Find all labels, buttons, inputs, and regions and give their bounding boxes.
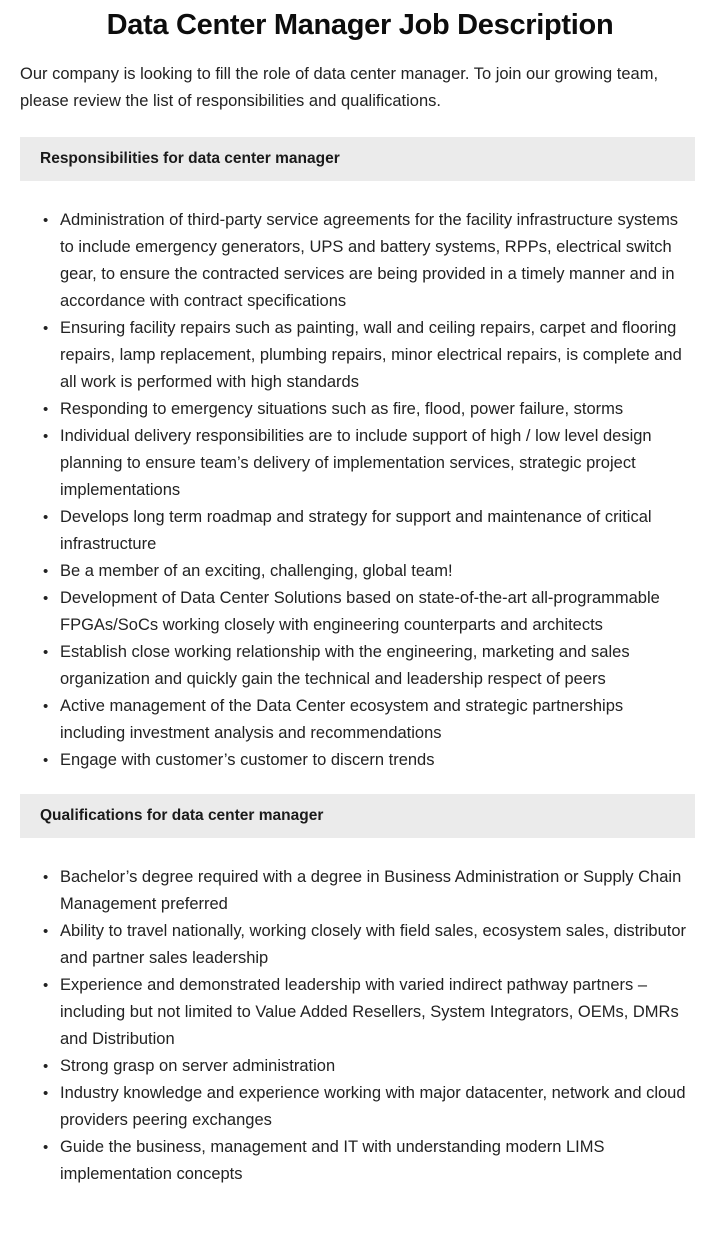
list-item: • Bachelor’s degree required with a degree in Business Administration or Supply Chain Management preferred <box>0 864 692 918</box>
list-item: • Ensuring facility repairs such as painting, wall and ceiling repairs, carpet and flooring repairs, lamp replacement, plumbing repairs, minor electrical repairs, is complete and all work is performed with high standards <box>0 315 692 396</box>
list-item: • Active management of the Data Center ecosystem and strategic partnerships including investment analysis and recommendations <box>0 693 692 747</box>
list-item: • Establish close working relationship with the engineering, marketing and sales organization and quickly gain the technical and leadership respect of peers <box>0 639 692 693</box>
intro-paragraph: Our company is looking to fill the role of data center manager. To join our growing team, please review the list of responsibilities and qualifications. <box>20 65 659 110</box>
list-item: • Guide the business, management and IT with understanding modern LIMS implementation concepts <box>0 1134 692 1188</box>
list-item: • Individual delivery responsibilities are to include support of high / low level design planning to ensure team’s delivery of implementation services, strategic project implementations <box>0 423 692 504</box>
section-header-qualifications: Qualifications for data center manager <box>20 794 695 838</box>
list-item: • Ability to travel nationally, working closely with field sales, ecosystem sales, distributor and partner sales leadership <box>0 918 692 972</box>
qualifications-list <box>0 864 720 1188</box>
list-item: • Responding to emergency situations such as fire, flood, power failure, storms <box>0 396 692 423</box>
list-item: • Develops long term roadmap and strategy for support and maintenance of critical infrastructure <box>0 504 692 558</box>
list-item: • Development of Data Center Solutions based on state-of-the-art all-programmable FPGAs/SoCs working closely with engineering counterparts and architects <box>0 585 692 639</box>
responsibilities-list <box>0 207 720 774</box>
list-item: • Administration of third-party service agreements for the facility infrastructure systems to include emergency generators, UPS and battery systems, RPPs, electrical switch gear, to ensure the contracted services are being provided in a timely manner and in accordance with contract specifications <box>0 207 692 315</box>
page-title: Data Center Manager Job Description <box>106 9 614 41</box>
spacer <box>0 838 720 864</box>
list-item: • Engage with customer’s customer to discern trends <box>0 747 692 774</box>
list-item: • Industry knowledge and experience working with major datacenter, network and cloud providers peering exchanges <box>0 1080 692 1134</box>
section-qualifications <box>0 794 720 1188</box>
list-item: • Experience and demonstrated leadership with varied indirect pathway partners – including but not limited to Value Added Resellers, System Integrators, OEMs, DMRs and Distribution <box>0 972 692 1053</box>
spacer <box>0 774 720 794</box>
list-item: • Strong grasp on server administration <box>0 1053 692 1080</box>
list-item: • Be a member of an exciting, challenging, global team! <box>0 558 692 585</box>
spacer <box>0 115 720 137</box>
section-responsibilities <box>0 137 720 774</box>
spacer <box>0 181 720 207</box>
section-header-responsibilities: Responsibilities for data center manager <box>20 137 695 181</box>
